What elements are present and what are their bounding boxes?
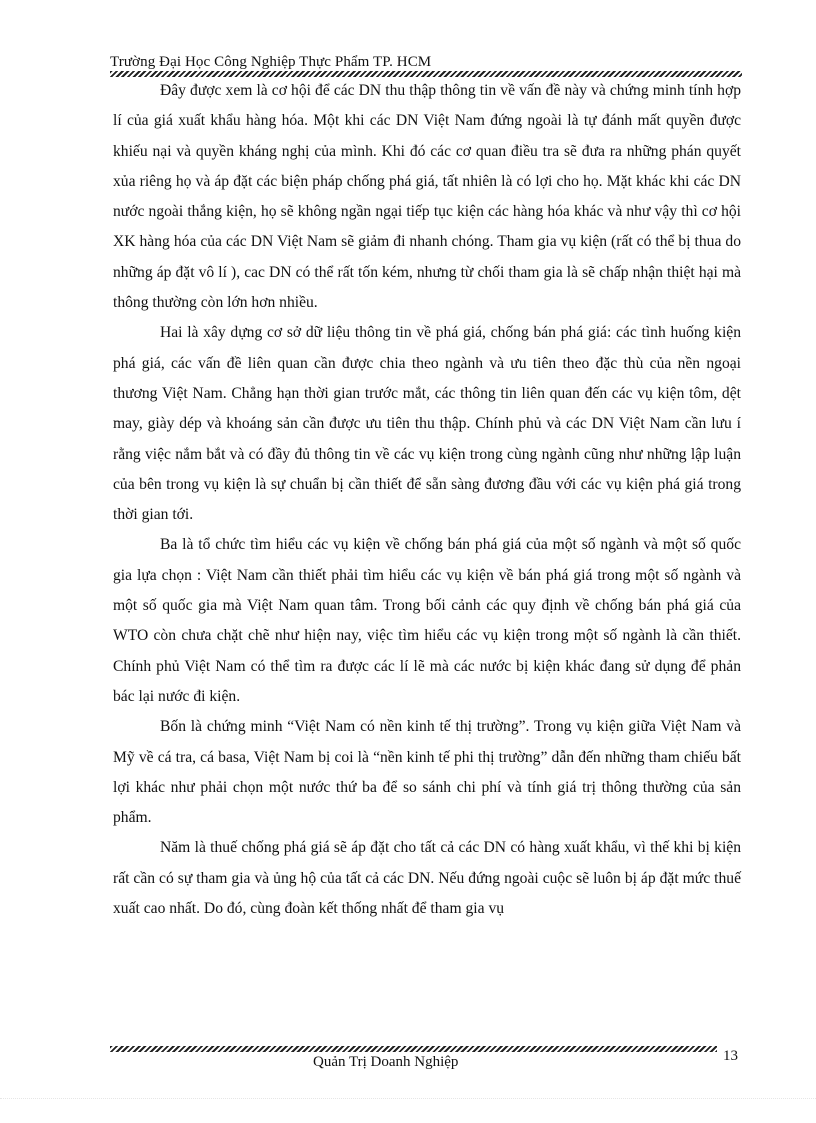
footer-divider: [110, 1046, 717, 1052]
paragraph: Ba là tổ chức tìm hiểu các vụ kiện về chống bán phá giá của một số ngành và một số quốc gia lựa chọn : Việt Nam cần thiết phải tìm hiểu các vụ kiện về bán phá giá trong một số ngành và một số quốc gia mà Việt Nam quan tâm. Trong bối cảnh các quy định về chống bán phá giá của WTO còn chưa chặt chẽ như hiện nay, việc tìm hiểu các vụ kiện trong một số ngành là cần thiết. Chính phủ Việt Nam có thể tìm ra được các lí lẽ mà các nước bị kiện khác đang sử dụng để phản bác lại nước đi kiện.: [113, 536, 741, 705]
page-number: 13: [723, 1048, 738, 1064]
paragraph: Hai là xây dựng cơ sở dữ liệu thông tin về phá giá, chống bán phá giá: các tình huống kiện phá giá, các vấn đề liên quan cần được chia theo ngành và ưu tiên theo đặc thù của nền ngoại thương Việt Nam. Chẳng hạn thời gian trước mắt, các thông tin liên quan đến các vụ kiện tôm, dệt may, giày dép và khoáng sản cần được ưu tiên thu thập. Chính phủ và các DN Việt Nam cần lưu í rằng việc nắm bắt và có đầy đủ thông tin về các vụ kiện trong cùng ngành cũng như những lập luận của bên trong vụ kiện là sự chuẩn bị cần thiết để sẵn sàng đương đầu với các vụ kiện phá giá trong thời gian tới.: [113, 324, 741, 524]
paragraph: Năm là thuế chống phá giá sẽ áp đặt cho tất cả các DN có hàng xuất khẩu, vì thế khi bị kiện rất cần có sự tham gia và ủng hộ của tất cả các DN. Nếu đứng ngoài cuộc sẽ luôn bị áp đặt mức thuế xuất cao nhất. Do đó, cùng đoàn kết thống nhất để tham gia vụ: [113, 839, 741, 918]
document-body: [113, 76, 741, 924]
paragraph: Bốn là chứng minh “Việt Nam có nền kinh tế thị trường”. Trong vụ kiện giữa Việt Nam và Mỹ về cá tra, cá basa, Việt Nam bị coi là “nền kinh tế phi thị trường” dẫn đến những tham chiếu bất lợi khác như phải chọn một nước thứ ba để so sánh chi phí và tính giá trị thông thường của sản phẩm.: [113, 718, 741, 827]
paragraph: Đây được xem là cơ hội để các DN thu thập thông tin về vấn đề này và chứng minh tính hợp lí của giá xuất khẩu hàng hóa. Một khi các DN Việt Nam đứng ngoài là tự đánh mất quyền được khiếu nại và quyền kháng nghị của mình. Khi đó các cơ quan điều tra sẽ đưa ra những phán quyết xủa riêng họ và áp đặt các biện pháp chống phá giá, tất nhiên là có lợi cho họ. Mặt khác khi các DN nước ngoài thắng kiện, họ sẽ không ngần ngại tiếp tục kiện các hàng hóa khác và như vậy thì cơ hội XK hàng hóa của các DN Việt Nam sẽ giảm đi nhanh chóng. Tham gia vụ kiện (rất có thể bị thua do những áp đặt vô lí ), cac DN có thể rất tốn kém, nhưng từ chối tham gia là sẽ chấp nhận thiệt hại mà thông thường còn lớn hơn nhiều.: [113, 82, 741, 312]
page-footer-title: Quản Trị Doanh Nghiệp: [313, 1054, 459, 1070]
page-edge-divider: [0, 1098, 816, 1099]
page-header-title: Trường Đại Học Công Nghiệp Thực Phẩm TP. HCM: [110, 54, 432, 70]
